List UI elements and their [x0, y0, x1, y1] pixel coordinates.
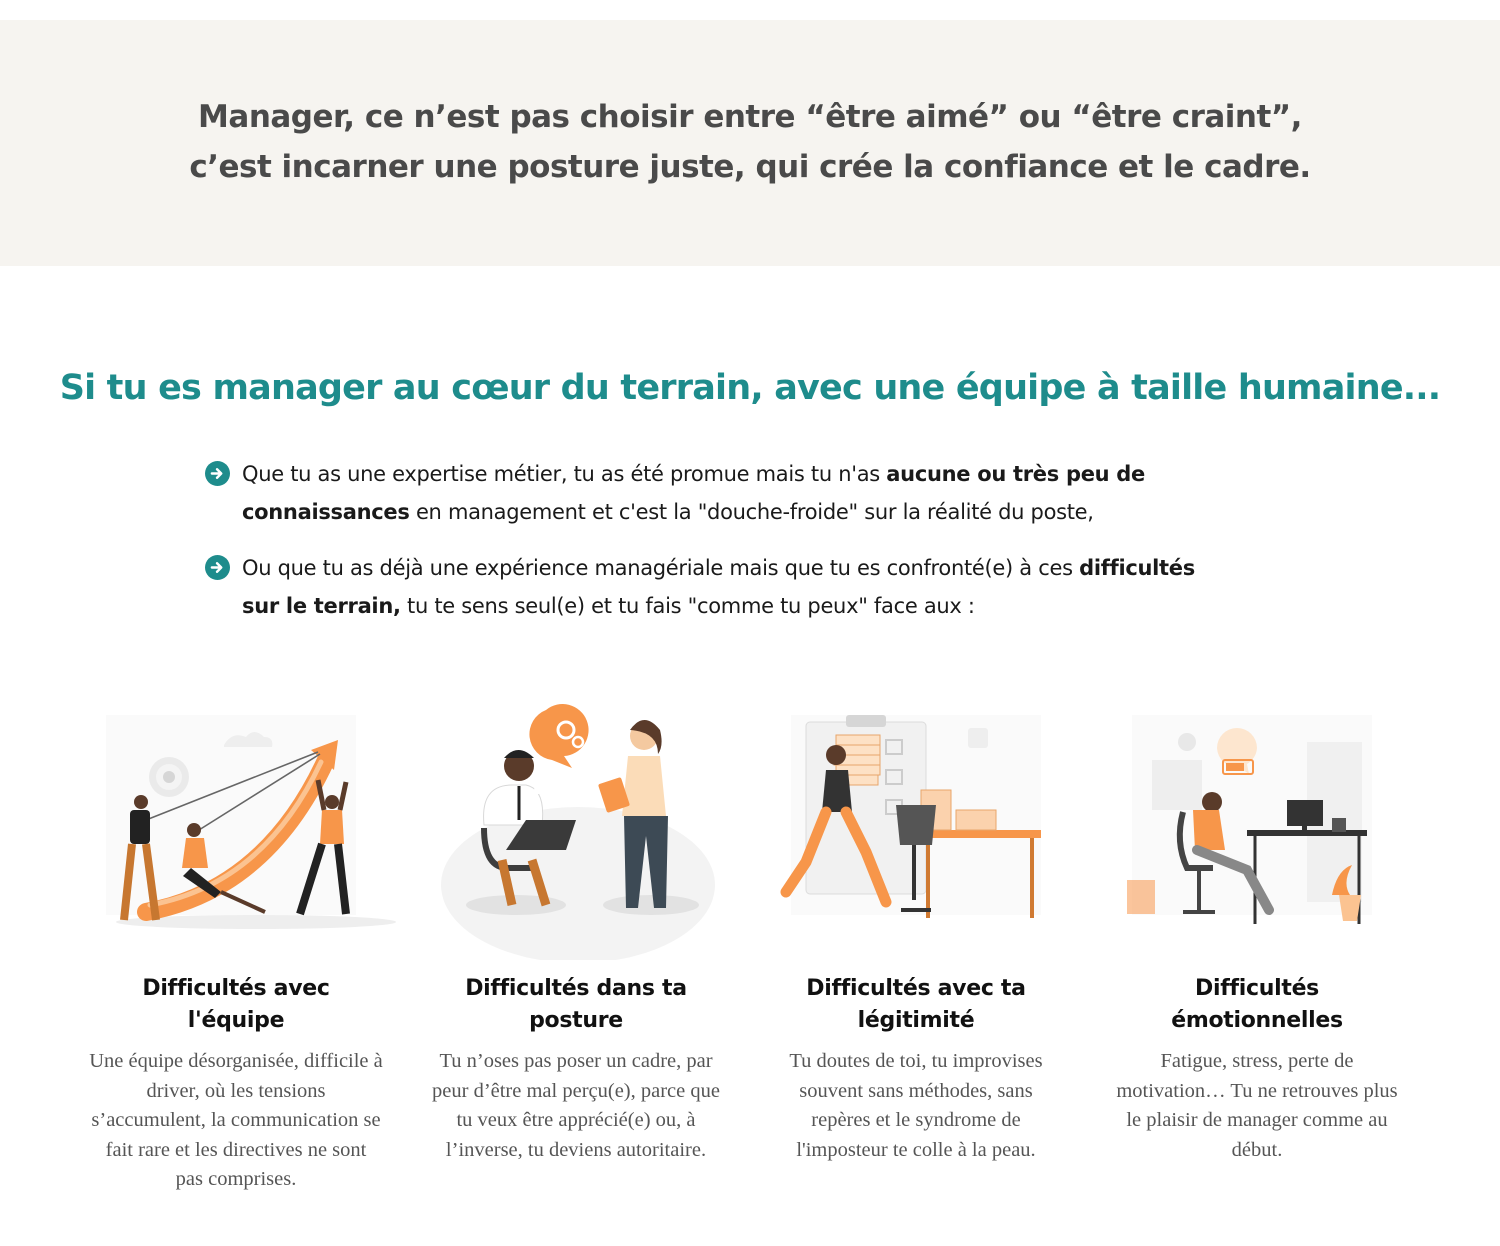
- bullet-text: Que tu as une expertise métier, tu as été promue mais tu n'as: [242, 462, 887, 486]
- arrow-right-circle-icon: [205, 461, 230, 486]
- bullet-bold: aucune ou très peu de: [886, 462, 1145, 486]
- card-team: [66, 700, 406, 1190]
- card-description: Une équipe désorganisée, difficile à driver, où les tensions s’accumulent, la communication se fait rare et les directives ne sont pas comprises.: [89, 1050, 383, 1190]
- list-item: [205, 549, 1305, 625]
- card-posture: [406, 700, 746, 1161]
- arrow-right-circle-icon: [205, 555, 230, 580]
- paperwork-running-illustration: [746, 700, 1086, 960]
- card-description: Tu n’oses pas poser un cadre, par peur d’être mal perçu(e), parce que tu veux être apprécié(e) ou, à l’inverse, tu deviens autoritaire.: [432, 1050, 720, 1161]
- quote-line-2: c’est incarner une posture juste, qui crée la confiance et le cadre.: [189, 149, 1311, 185]
- bullet-text: Ou que tu as déjà une expérience managériale mais que tu es confronté(e) à ces: [242, 556, 1080, 580]
- quote-banner: [0, 20, 1500, 266]
- card-legitimacy: [746, 700, 1086, 1161]
- card-title: Difficultés avec ta légitimité: [806, 976, 1026, 1033]
- bullet-bold: connaissances: [242, 500, 410, 524]
- quote-line-1: Manager, ce n’est pas choisir entre “être aimé” ou “être craint”,: [198, 99, 1302, 135]
- bullet-bold: difficultés: [1079, 556, 1195, 580]
- bullet-list: [205, 455, 1305, 625]
- section-title: Si tu es manager au cœur du terrain, avec une équipe à taille humaine...: [59, 368, 1441, 408]
- bullet-text: en management et c'est la "douche-froide" sur la réalité du poste,: [409, 500, 1094, 524]
- card-emotional: [1087, 700, 1427, 1161]
- list-item: [205, 455, 1305, 531]
- card-description: Tu doutes de toi, tu improvises souvent sans méthodes, sans repères et le syndrome de l'imposteur te colle à la peau.: [789, 1050, 1043, 1161]
- card-description: Fatigue, stress, perte de motivation… Tu ne retrouves plus le plaisir de manager comme au début.: [1116, 1050, 1398, 1161]
- team-pulling-arrow-illustration: [66, 700, 406, 960]
- tired-at-desk-illustration: [1087, 700, 1427, 960]
- card-title: Difficultés émotionnelles: [1171, 976, 1343, 1033]
- discussion-illustration: [406, 700, 746, 960]
- bullet-bold: sur le terrain,: [242, 594, 401, 618]
- card-title: Difficultés avec l'équipe: [142, 976, 330, 1033]
- card-title: Difficultés dans ta posture: [465, 976, 687, 1033]
- bullet-text: tu te sens seul(e) et tu fais "comme tu peux" face aux :: [400, 594, 975, 618]
